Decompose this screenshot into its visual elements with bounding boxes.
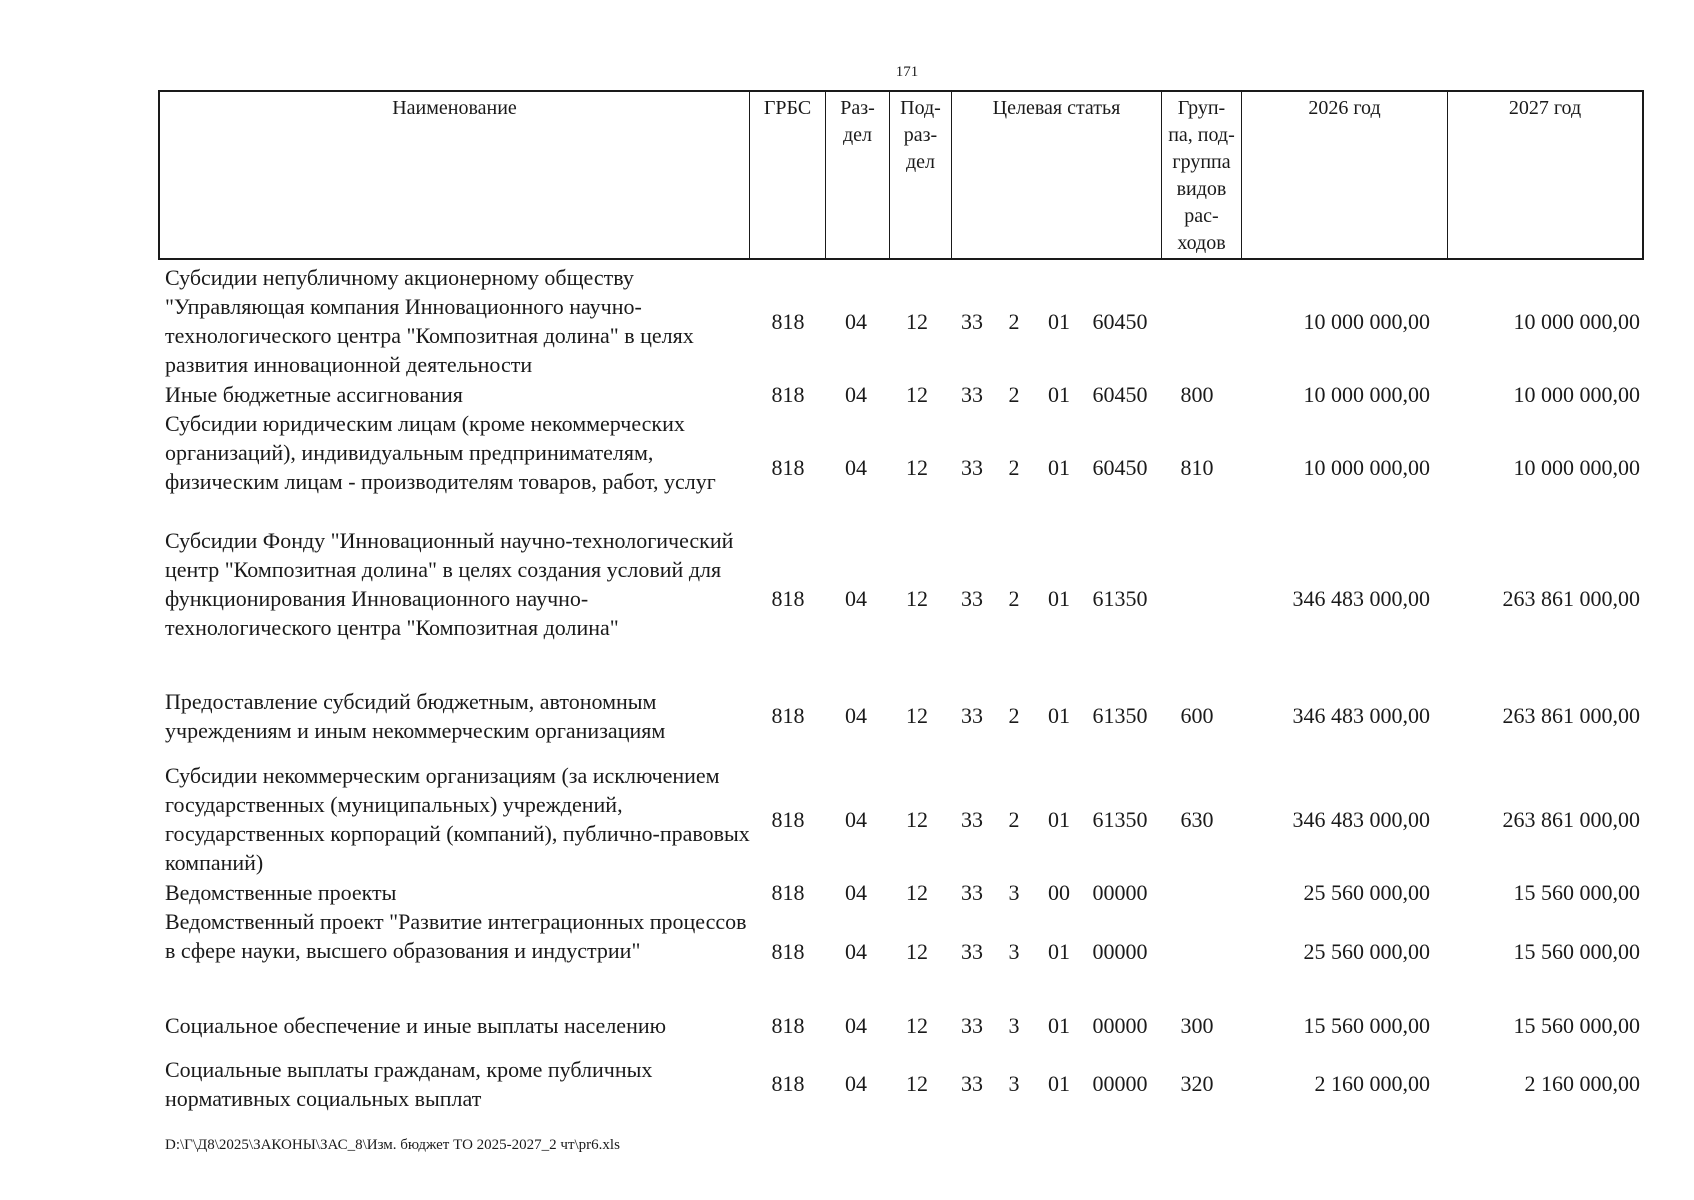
row-podrazdel: 12 <box>906 586 928 611</box>
row-cs-program: 33 <box>961 880 983 905</box>
row-razdel: 04 <box>845 1013 867 1038</box>
row-expense-group: 320 <box>1180 1071 1214 1096</box>
row-razdel: 04 <box>845 455 867 480</box>
row-2027: 263 861 000,00 <box>1502 586 1640 611</box>
row-cs-element: 01 <box>1048 807 1070 832</box>
row-2026: 10 000 000,00 <box>1303 382 1430 407</box>
row-cs-direction: 61350 <box>1092 586 1148 611</box>
header-razdel: Раз- дел <box>826 92 890 258</box>
row-cs-element: 01 <box>1048 1071 1070 1096</box>
row-cs-type: 3 <box>1008 939 1020 964</box>
row-podrazdel: 12 <box>906 1013 928 1038</box>
row-name: Субсидии некоммерческим организациям (за исключением государственных (муниципальных) учреждений, государственных корпораций (компаний), публично-правовых компаний) <box>165 763 750 875</box>
row-razdel: 04 <box>845 1071 867 1096</box>
row-expense-group: 800 <box>1180 382 1214 407</box>
row-2027: 10 000 000,00 <box>1513 382 1640 407</box>
row-cs-direction: 61350 <box>1092 807 1148 832</box>
row-grbs: 818 <box>771 1071 805 1096</box>
row-razdel: 04 <box>845 703 867 728</box>
row-cs-type: 3 <box>1008 1071 1020 1096</box>
row-2026: 346 483 000,00 <box>1292 586 1430 611</box>
row-cs-type: 3 <box>1008 880 1020 905</box>
row-2027: 10 000 000,00 <box>1513 309 1640 334</box>
row-cs-direction: 00000 <box>1092 1013 1148 1038</box>
row-cs-direction: 60450 <box>1092 382 1148 407</box>
row-2026: 10 000 000,00 <box>1303 455 1430 480</box>
row-podrazdel: 12 <box>906 939 928 964</box>
row-podrazdel: 12 <box>906 703 928 728</box>
row-grbs: 818 <box>771 455 805 480</box>
row-cs-direction: 00000 <box>1092 1071 1148 1096</box>
row-grbs: 818 <box>771 880 805 905</box>
row-cs-program: 33 <box>961 1013 983 1038</box>
row-grbs: 818 <box>771 703 805 728</box>
row-2027: 2 160 000,00 <box>1524 1071 1640 1096</box>
row-2027: 263 861 000,00 <box>1502 703 1640 728</box>
row-cs-direction: 60450 <box>1092 309 1148 334</box>
row-podrazdel: 12 <box>906 807 928 832</box>
row-name: Социальное обеспечение и иные выплаты населению <box>165 1013 667 1038</box>
row-razdel: 04 <box>845 382 867 407</box>
row-cs-program: 33 <box>961 807 983 832</box>
row-name: Иные бюджетные ассигнования <box>165 382 463 407</box>
row-grbs: 818 <box>771 309 805 334</box>
row-cs-direction: 00000 <box>1092 880 1148 905</box>
row-name: Социальные выплаты гражданам, кроме публичных нормативных социальных выплат <box>165 1057 653 1111</box>
row-cs-direction: 60450 <box>1092 455 1148 480</box>
table-header <box>158 90 1644 260</box>
row-cs-type: 2 <box>1008 309 1020 334</box>
row-2026: 15 560 000,00 <box>1303 1013 1430 1038</box>
row-cs-program: 33 <box>961 455 983 480</box>
row-name: Предоставление субсидий бюджетным, автономным учреждениям и иным некоммерческим организациям <box>165 689 666 743</box>
row-cs-program: 33 <box>961 939 983 964</box>
row-2027: 263 861 000,00 <box>1502 807 1640 832</box>
row-cs-type: 2 <box>1008 807 1020 832</box>
file-path-footer: D:\Г\Д8\2025\ЗАКОНЫ\ЗАС_8\Изм. бюджет ТО 2025-2027_2 чт\pr6.xls <box>165 1137 620 1153</box>
row-expense-group: 810 <box>1180 455 1214 480</box>
row-name: Ведомственные проекты <box>165 880 397 905</box>
row-grbs: 818 <box>771 382 805 407</box>
row-name: Субсидии юридическим лицам (кроме некоммерческих организаций), индивидуальным предпринимателям, физическим лицам - производителям товаров, работ, услуг <box>165 411 716 494</box>
page-number: 171 <box>895 64 919 80</box>
row-cs-type: 2 <box>1008 586 1020 611</box>
row-cs-element: 01 <box>1048 703 1070 728</box>
row-expense-group: 300 <box>1180 1013 1214 1038</box>
row-podrazdel: 12 <box>906 880 928 905</box>
row-cs-type: 2 <box>1008 703 1020 728</box>
row-razdel: 04 <box>845 309 867 334</box>
row-2026: 10 000 000,00 <box>1303 309 1430 334</box>
row-expense-group: 630 <box>1180 807 1214 832</box>
row-cs-element: 01 <box>1048 586 1070 611</box>
row-cs-type: 2 <box>1008 382 1020 407</box>
row-cs-direction: 61350 <box>1092 703 1148 728</box>
row-razdel: 04 <box>845 939 867 964</box>
header-grbs: ГРБС <box>750 92 826 258</box>
row-cs-element: 01 <box>1048 939 1070 964</box>
row-razdel: 04 <box>845 807 867 832</box>
row-cs-program: 33 <box>961 1071 983 1096</box>
row-2026: 25 560 000,00 <box>1303 939 1430 964</box>
row-2026: 2 160 000,00 <box>1314 1071 1430 1096</box>
row-cs-program: 33 <box>961 703 983 728</box>
row-grbs: 818 <box>771 807 805 832</box>
row-cs-element: 01 <box>1048 382 1070 407</box>
header-expense-group: Груп- па, под- группа видов рас- ходов <box>1162 92 1242 258</box>
row-podrazdel: 12 <box>906 1071 928 1096</box>
row-cs-element: 01 <box>1048 455 1070 480</box>
row-cs-element: 01 <box>1048 309 1070 334</box>
header-2026: 2026 год <box>1242 92 1448 258</box>
row-name: Субсидии непубличному акционерному обществу "Управляющая компания Инновационного научно-технологического центра "Композитная долина" в целях развития инновационной деятельности <box>165 265 694 377</box>
header-2027: 2027 год <box>1508 97 1582 119</box>
row-podrazdel: 12 <box>906 382 928 407</box>
row-grbs: 818 <box>771 939 805 964</box>
row-expense-group: 600 <box>1180 703 1214 728</box>
row-2026: 25 560 000,00 <box>1303 880 1430 905</box>
header-name: Наименование <box>160 92 750 258</box>
row-podrazdel: 12 <box>906 309 928 334</box>
row-name: Субсидии Фонду "Инновационный научно-технологический центр "Композитная долина" в целях создания условий для функционирования Инновационного научно-технологического центра "Композитная долина" <box>165 528 734 640</box>
row-2026: 346 483 000,00 <box>1292 807 1430 832</box>
row-2027: 15 560 000,00 <box>1513 880 1640 905</box>
row-cs-type: 2 <box>1008 455 1020 480</box>
row-cs-program: 33 <box>961 586 983 611</box>
header-podrazdel: Под- раз- дел <box>890 92 952 258</box>
row-cs-element: 01 <box>1048 1013 1070 1038</box>
row-cs-direction: 00000 <box>1092 939 1148 964</box>
row-cs-program: 33 <box>961 309 983 334</box>
row-cs-type: 3 <box>1008 1013 1020 1038</box>
row-2027: 15 560 000,00 <box>1513 1013 1640 1038</box>
row-grbs: 818 <box>771 586 805 611</box>
row-2027: 15 560 000,00 <box>1513 939 1640 964</box>
row-cs-element: 00 <box>1048 880 1070 905</box>
header-target-article: Целевая статья <box>952 92 1162 258</box>
row-2026: 346 483 000,00 <box>1292 703 1430 728</box>
row-razdel: 04 <box>845 880 867 905</box>
row-podrazdel: 12 <box>906 455 928 480</box>
row-cs-program: 33 <box>961 382 983 407</box>
row-razdel: 04 <box>845 586 867 611</box>
row-grbs: 818 <box>771 1013 805 1038</box>
row-2027: 10 000 000,00 <box>1513 455 1640 480</box>
row-name: Ведомственный проект "Развитие интеграционных процессов в сфере науки, высшего образования и индустрии" <box>165 909 747 963</box>
